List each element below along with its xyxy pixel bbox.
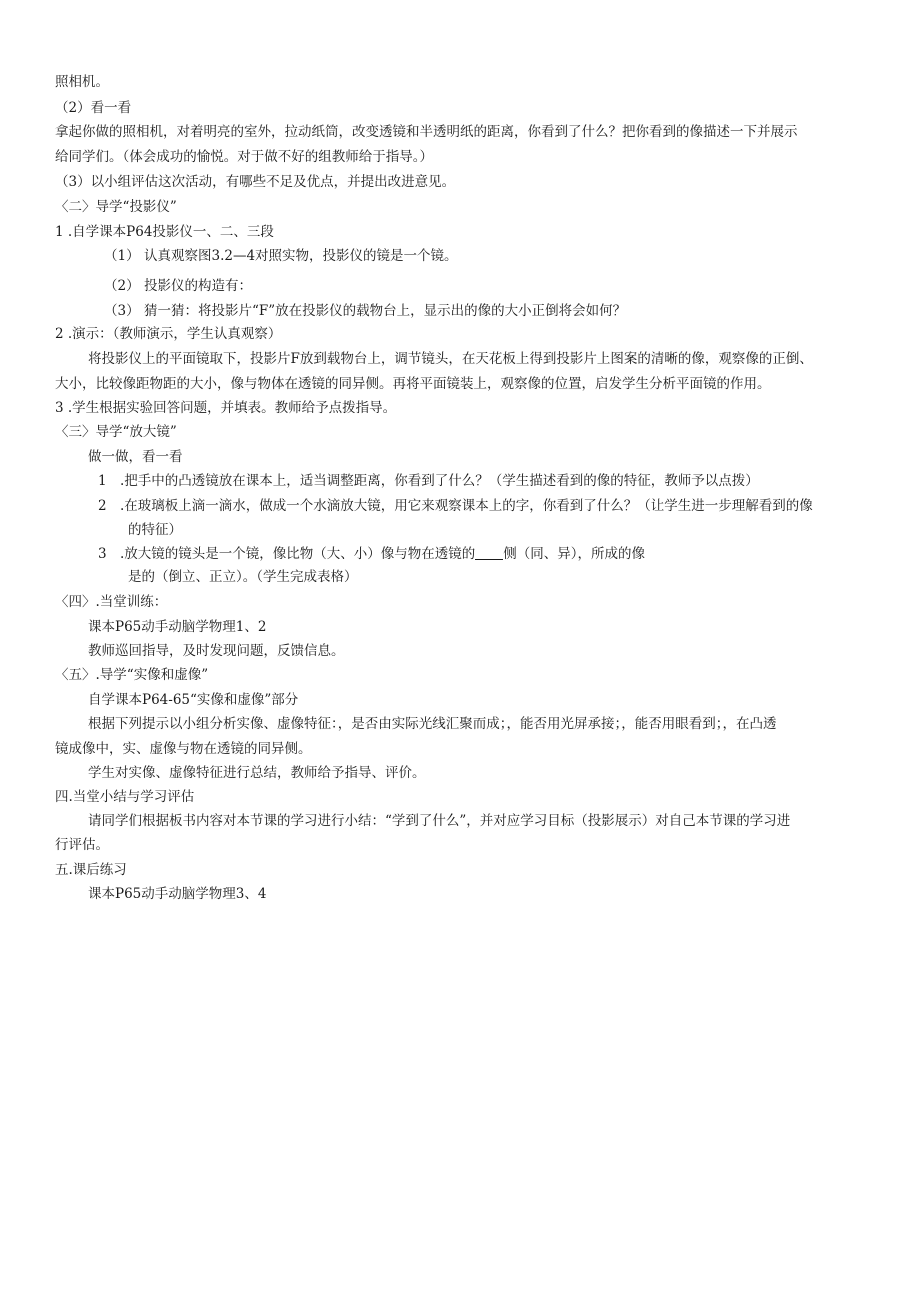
item-number: （2） — [104, 278, 140, 294]
sub-item — [104, 276, 252, 296]
text-line: 照相机。 — [55, 74, 109, 90]
text-line: 镜成像中，实、虚像与物在透镜的同异侧。 — [55, 741, 312, 757]
sub-item — [98, 544, 645, 564]
fill-blank — [475, 545, 503, 560]
item-number: 3 — [98, 546, 107, 562]
text-line: 大小，比较像距物距的大小，像与物体在透镜的同异侧。再将平面镜装上，观察像的位置，启发学生分析平面镜的作用。 — [55, 376, 771, 392]
item-text: 认真观察图3.2—4对照实物，投影仪的镜是一个镜。 — [144, 248, 458, 264]
text-line: 自学课本P64-65“实像和虚像”部分 — [88, 692, 299, 708]
numbered-item: 1 .自学课本P64投影仪一、二、三段 — [55, 224, 274, 240]
text-line: 是的（倒立、正立）。（学生完成表格） — [128, 569, 358, 585]
sub-item — [98, 471, 759, 491]
item-number: （3） — [104, 303, 140, 319]
item-number: （1） — [104, 248, 140, 264]
sub-item — [104, 301, 626, 321]
sub-item — [98, 496, 813, 516]
section-heading: 四.当堂小结与学习评估 — [55, 789, 195, 805]
text-line: 行评估。 — [55, 837, 109, 853]
item-text: 侧（同、异），所成的像 — [503, 546, 646, 562]
text-line: 学生对实像、虚像特征进行总结，教师给予指导、评价。 — [88, 765, 426, 781]
text-line: 教师巡回指导，及时发现问题，反馈信息。 — [88, 643, 345, 659]
item-text: 猜一猜：将投影片“F”放在投影仪的载物台上，显示出的像的大小正倒将会如何？ — [144, 303, 627, 319]
text-line: 根据下列提示以小组分析实像、虚像特征：，是否由实际光线汇聚而成；，能否用光屏承接；，能否用眼看到；，在凸透 — [88, 716, 777, 732]
numbered-item: 3 .学生根据实验回答问题，并填表。教师给予点拨指导。 — [55, 400, 397, 416]
section-heading: 〈五〉.导学“实像和虚像” — [55, 667, 209, 683]
section-heading: 五.课后练习 — [55, 862, 127, 878]
item-text: 投影仪的构造有： — [144, 278, 252, 294]
text-line: 给同学们。（体会成功的愉悦。对于做不好的组教师给于指导。） — [55, 149, 433, 165]
sub-item — [104, 246, 458, 266]
section-heading: 〈三〉导学“放大镜” — [55, 424, 177, 440]
section-heading: 〈四〉.当堂训练： — [55, 594, 168, 610]
text-line: （3）以小组评估这次活动，有哪些不足及优点，并提出改进意见。 — [55, 174, 456, 190]
text-line: 拿起你做的照相机，对着明亮的室外，拉动纸筒，改变透镜和半透明纸的距离，你看到了什么？把你看到的像描述一下并展示 — [55, 124, 798, 140]
numbered-item: 2 .演示：（教师演示，学生认真观察） — [55, 326, 282, 342]
text-line: 请同学们根据板书内容对本节课的学习进行小结：“学到了什么”，并对应学习目标（投影展示）对自己本节课的学习进 — [88, 813, 791, 829]
text-line: 的特征） — [128, 522, 182, 538]
section-heading: 〈二〉导学“投影仪” — [55, 199, 177, 215]
item-text: .把手中的凸透镜放在课本上，适当调整距离，你看到了什么？（学生描述看到的像的特征，教师予以点拨） — [120, 473, 759, 489]
item-text: .放大镜的镜头是一个镜，像比物（大、小）像与物在透镜的 — [120, 546, 476, 562]
item-number: 1 — [98, 473, 107, 489]
item-text: .在玻璃板上滴一滴水，做成一个水滴放大镜，用它来观察课本上的字，你看到了什么？（让学生进一步理解看到的像 — [120, 498, 813, 514]
text-line: 将投影仪上的平面镜取下，投影片F放到载物台上，调节镜头，在天花板上得到投影片上图案的清晰的像，观察像的正倒、 — [88, 351, 813, 367]
subsection-heading: （2）看一看 — [55, 100, 132, 116]
text-line: 课本P65动手动脑学物理3、4 — [88, 886, 267, 902]
text-line: 课本P65动手动脑学物理1、2 — [88, 619, 267, 635]
text-line: 做一做，看一看 — [88, 449, 183, 465]
item-number: 2 — [98, 498, 107, 514]
